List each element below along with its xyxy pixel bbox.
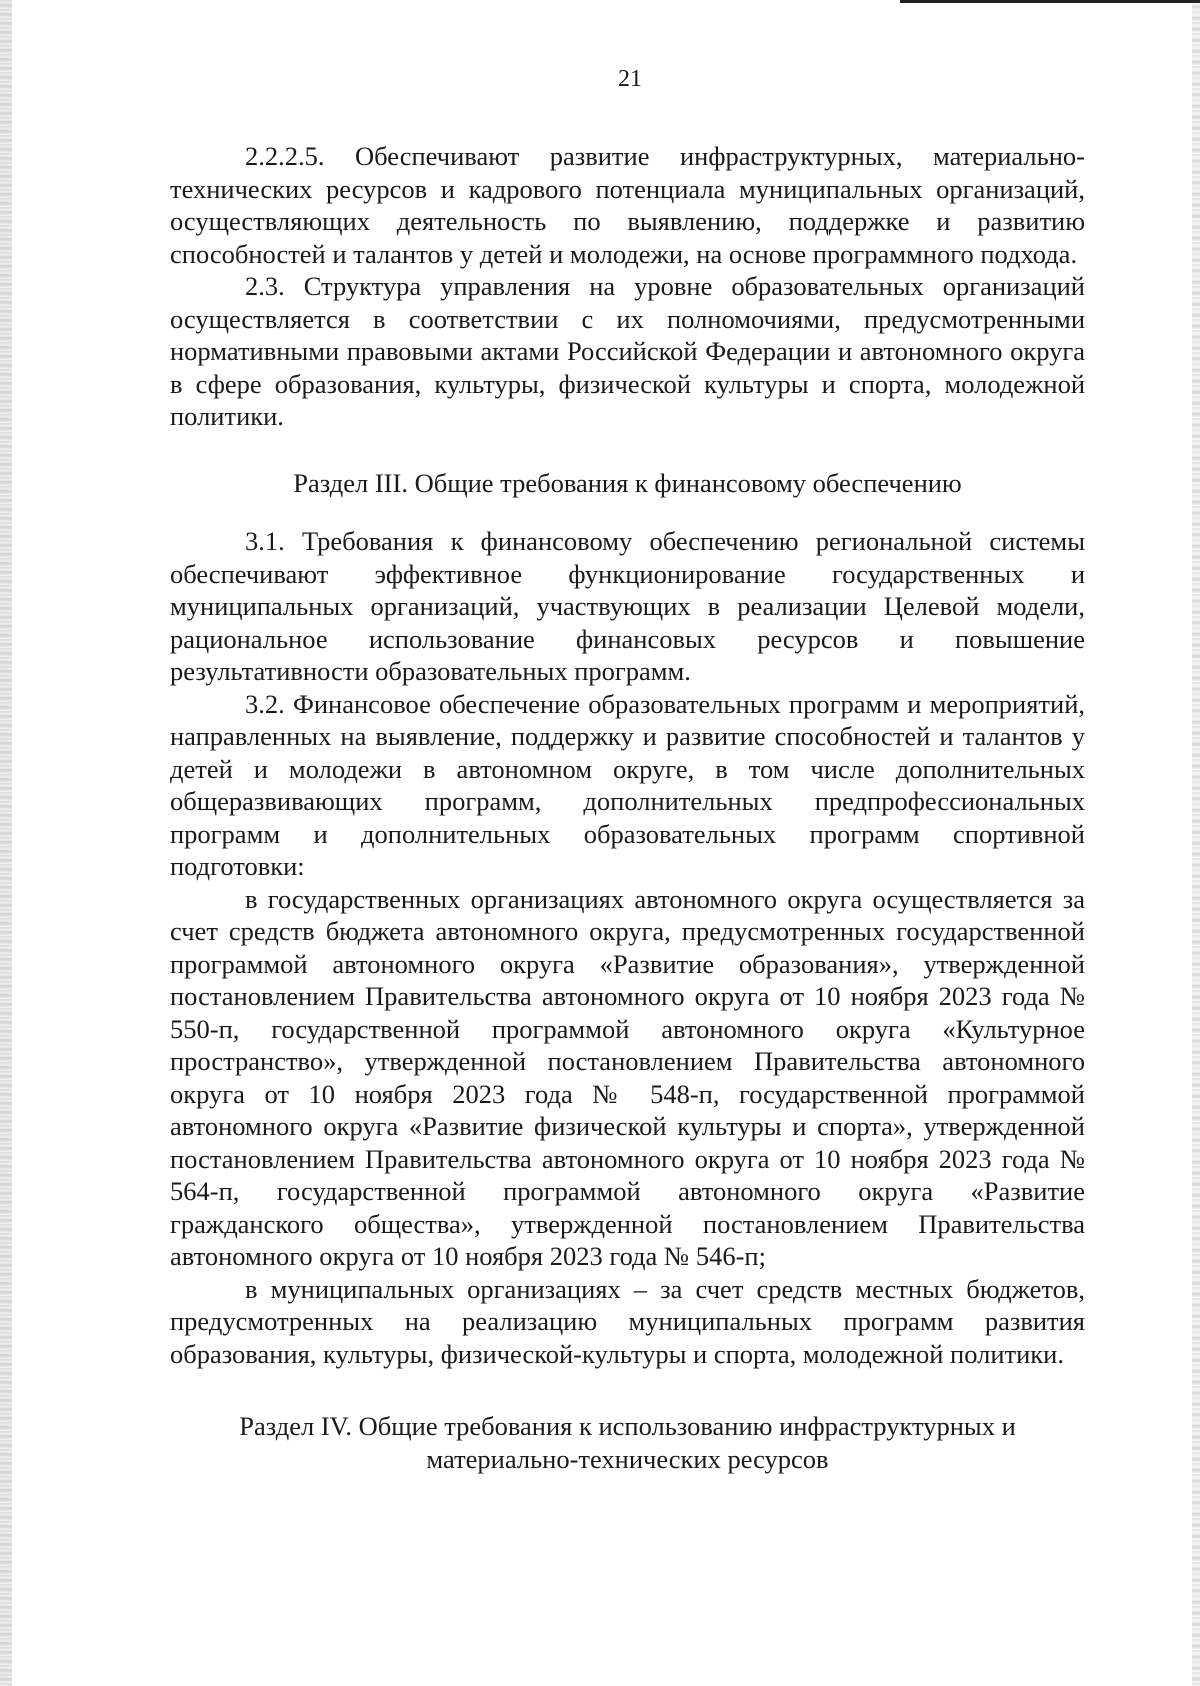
paragraph-municipal-organizations: в муниципальных организациях – за счет средств местных бюджетов, предусмотренных на реализацию муниципальных программ развития образования, культуры, физической-культуры и спорта, молодежной политики. (170, 1273, 1085, 1369)
scan-edge-right (1192, 0, 1200, 1686)
paragraph-state-organizations: в государственных организациях автономного округа осуществляется за счет средств бюджета автономного округа, предусмотренных государственной программой автономного округа «Развитие образования», утвержденной постановлением Правительства автономного округа от 10 ноября 2023 года № 550-п, государственной программой автономного округа «Культурное пространство», утвержденной постановлением Правительства автономного округа от 10 ноября 2023 года № 548-п, государственной программой автономного округа «Развитие физической культуры и спорта», утвержденной постановлением Правительства автономного округа от 10 ноября 2023 года № 564-п, государственной программой автономного округа «Развитие гражданского общества», утвержденной постановлением Правительства автономного округа от 10 ноября 2023 года № 546-п; (170, 883, 1085, 1271)
page-number: 21 (618, 66, 642, 92)
section-4-heading (170, 1410, 1085, 1475)
paragraph-3-2: 3.2. Финансовое обеспечение образовательных программ и мероприятий, направленных на выявление, поддержку и развитие способностей и талантов у детей и молодежи в автономном округе, в том числе дополнительных общеразвивающих программ, дополнительных предпрофессиональных программ и дополнительных образовательных программ спортивной подготовки: (170, 688, 1085, 881)
scan-edge-left (0, 0, 12, 1686)
paragraph-2-2-2-5: 2.2.2.5. Обеспечивают развитие инфраструктурных, материально-технических ресурсов и кадрового потенциала муниципальных организаций, осуществляющих деятельность по выявлению, поддержке и развитию способностей и талантов у детей и молодежи, на основе программного подхода. (170, 141, 1085, 269)
scan-edge-top (900, 0, 1200, 3)
document-body (170, 140, 1085, 1475)
paragraph-2-3: 2.3. Структура управления на уровне образовательных организаций осуществляется в соответствии с их полномочиями, предусмотренными нормативными правовыми актами Российской Федерации и автономного округа в сфере образования, культуры, физической культуры и спорта, молодежной политики. (170, 271, 1085, 431)
section-3-heading: Раздел III. Общие требования к финансовому обеспечению (293, 467, 962, 498)
section-4-heading-line-2: материально-технических ресурсов (426, 1443, 829, 1474)
section-4-heading-line-1: Раздел IV. Общие требования к использованию инфраструктурных и (239, 1411, 1016, 1441)
paragraph-3-1: 3.1. Требования к финансовому обеспечению региональной системы обеспечивают эффективное функционирование государственных и муниципальных организаций, участвующих в реализации Целевой модели, рациональное использование финансовых ресурсов и повышение результативности образовательных программ. (170, 526, 1085, 686)
